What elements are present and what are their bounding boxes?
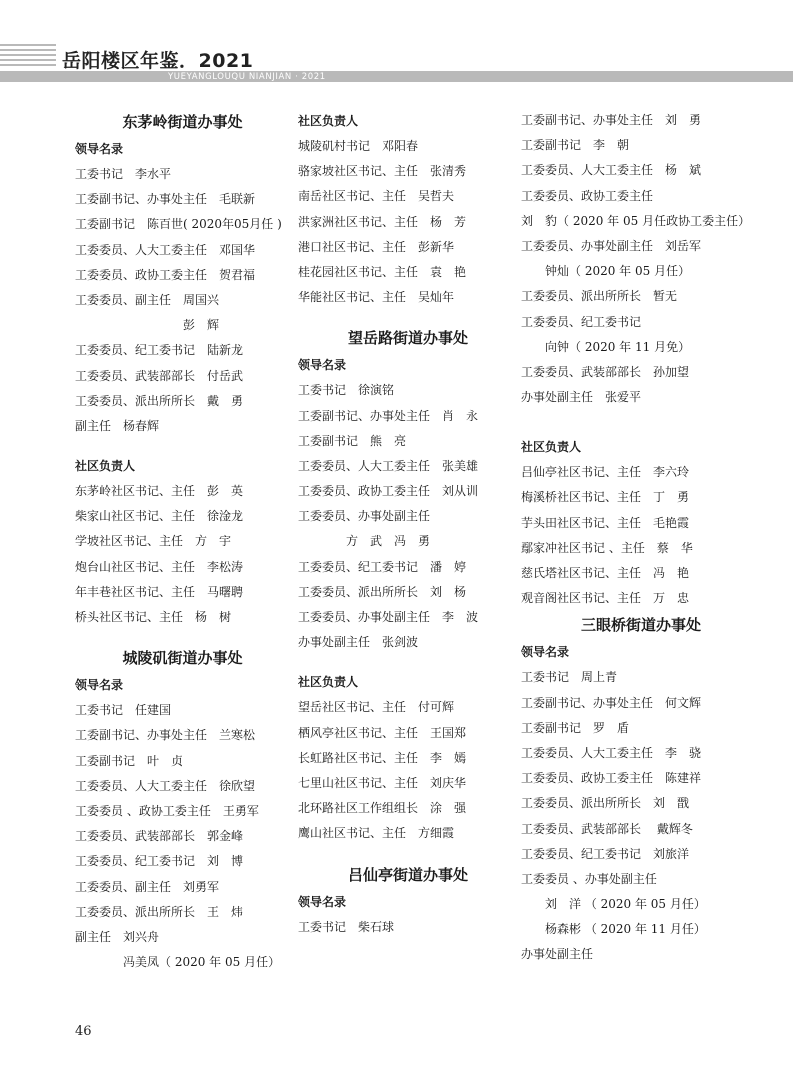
list-item: 工委委员、人大工委主任 邓国华 — [75, 242, 256, 257]
list-item: 工委副书记、办事处主任 何文辉 — [521, 695, 702, 710]
list-item: 工委委员、武装部部长 戴辉冬 — [521, 821, 693, 836]
list-item: 工委委员、派出所所长 王 炜 — [75, 904, 244, 919]
list-item: 工委委员、派出所所长 刘 杨 — [298, 584, 467, 599]
list-item: 工委委员、人大工委主任 杨 斌 — [521, 163, 702, 178]
column-2 — [298, 108, 518, 940]
list-item: 工委委员、派出所所长 刘 戬 — [521, 796, 690, 811]
list-item: 工委书记 李水平 — [75, 167, 172, 181]
subheading-leadership: 领导名录 — [75, 678, 124, 693]
list-item: 工委委员、人大工委主任 李 骁 — [521, 745, 702, 760]
list-item: 工委委员、武装部部长 付岳武 — [75, 368, 244, 383]
section-title-chenglingji: 城陵矶街道办事处 — [122, 649, 243, 668]
list-item: 炮台山社区书记、主任 李松涛 — [75, 559, 244, 574]
yearbook-subtitle: YUEYANGLOUQU NIANJIAN · 2021 — [168, 72, 326, 82]
list-item: 七里山社区书记、主任 刘庆华 — [298, 775, 467, 790]
list-item: 骆家坡社区书记、主任 张清秀 — [298, 164, 467, 179]
list-item: 工委委员、人大工委主任 徐欣望 — [75, 778, 256, 793]
list-item: 梅溪桥社区书记、主任 丁 勇 — [521, 490, 690, 505]
section-title-wangyuelu: 望岳路街道办事处 — [347, 329, 468, 348]
list-item: 工委委员 、办事处副主任 — [521, 871, 657, 886]
list-item: 彭 辉 — [75, 318, 220, 333]
list-item: 工委委员、政协工委主任 陈建祥 — [521, 771, 702, 786]
list-item: 工委委员、武装部部长 郭金峰 — [75, 829, 244, 844]
list-item: 工委副书记 叶 贞 — [75, 753, 184, 768]
community-heads-list — [75, 479, 290, 630]
list-item: 芋头田社区书记、主任 毛艳霞 — [521, 515, 690, 530]
list-item: 工委委员、纪工委书记 潘 婷 — [298, 559, 467, 574]
list-item: 刘 豹（ 2020 年 05 月任政协工委主任） — [521, 213, 751, 228]
subheading-community-heads: 社区负责人 — [75, 459, 136, 474]
list-item: 工委委员、派出所所长 暂无 — [521, 289, 678, 304]
list-item: 工委副书记、办事处主任 毛联新 — [75, 192, 256, 207]
list-item: 年丰巷社区书记、主任 马曙聘 — [75, 584, 244, 599]
list-item: 工委委员、武装部部长 孙加望 — [521, 364, 690, 379]
list-item: 冯美凤（ 2020 年 05 月任） — [75, 955, 281, 970]
section-title-dongmaoling: 东茅岭街道办事处 — [122, 113, 243, 131]
list-item: 桂花园社区书记、主任 袁 艳 — [298, 264, 467, 279]
list-item: 工委副书记、办事处主任 肖 永 — [298, 408, 479, 423]
list-item: 工委副书记、办事处主任 兰寒松 — [75, 728, 256, 743]
list-item: 鹰山社区书记、主任 方细霞 — [298, 826, 455, 841]
list-item: 鄢家冲社区书记 、主任 蔡 华 — [521, 540, 693, 555]
list-item: 工委委员、政协工委主任 贺君福 — [75, 267, 256, 282]
list-item: 工委书记 周上青 — [521, 670, 618, 685]
list-item: 工委委员、纪工委书记 刘 博 — [75, 854, 244, 869]
page-number: 46 — [75, 1024, 92, 1039]
list-item: 工委委员、人大工委主任 张美雄 — [298, 458, 479, 473]
subheading-community-heads: 社区负责人 — [298, 114, 359, 128]
list-item: 方 武 冯 勇 — [298, 534, 431, 549]
list-item: 工委委员、副主任 周国兴 — [75, 292, 220, 307]
subheading-leadership: 领导名录 — [298, 358, 347, 373]
leadership-list — [75, 162, 290, 439]
list-item: 城陵矶村书记 邓阳春 — [298, 139, 419, 153]
list-item: 学坡社区书记、主任 方 宇 — [75, 534, 232, 549]
list-item: 工委委员、纪工委书记 陆新龙 — [75, 343, 244, 358]
list-item: 工委委员、政协工委主任 — [521, 188, 654, 203]
list-item: 北环路社区工作组组长 涂 强 — [298, 801, 467, 816]
list-item: 南岳社区书记、主任 吴哲夫 — [298, 189, 455, 204]
list-item: 港口社区书记、主任 彭新华 — [298, 239, 455, 254]
list-item: 工委书记 徐演铭 — [298, 383, 395, 398]
section-title-lvxianting: 吕仙亭街道办事处 — [347, 865, 468, 884]
subheading-community-heads: 社区负责人 — [298, 675, 359, 690]
list-item: 柴家山社区书记、主任 徐淦龙 — [75, 509, 244, 524]
list-item: 工委副书记 李 朝 — [521, 138, 630, 153]
list-item: 杨森彬 （ 2020 年 11 月任） — [521, 922, 706, 937]
column-1 — [75, 108, 290, 975]
leadership-list-continued — [521, 108, 761, 410]
list-item: 华能社区书记、主任 吴灿年 — [298, 290, 455, 305]
yearbook-title: 岳阳楼区年鉴．2021 — [62, 50, 254, 72]
list-item: 慈氏塔社区书记、主任 冯 艳 — [521, 566, 690, 580]
list-item: 办事处副主任 — [521, 947, 594, 962]
list-item: 工委委员、纪工委书记 刘旅洋 — [521, 846, 690, 861]
list-item: 东茅岭社区书记、主任 彭 英 — [75, 484, 244, 499]
list-item: 工委委员、纪工委书记 — [521, 314, 642, 329]
list-item: 工委委员、办事处副主任 刘岳军 — [521, 238, 702, 253]
list-item: 副主任 杨春辉 — [75, 418, 160, 433]
list-item: 工委委员、副主任 刘勇军 — [75, 879, 220, 894]
list-item: 办事处副主任 张剑波 — [298, 635, 419, 650]
subheading-community-heads: 社区负责人 — [521, 440, 582, 455]
list-item: 洪家洲社区书记、主任 杨 芳 — [298, 214, 467, 229]
leadership-list — [298, 378, 518, 655]
list-item: 向钟（ 2020 年 11 月免） — [521, 339, 691, 354]
list-item: 工委副书记、办事处主任 刘 勇 — [521, 113, 702, 127]
list-item: 工委副书记 罗 盾 — [521, 720, 630, 735]
leadership-list — [521, 665, 761, 967]
leadership-list — [75, 698, 290, 975]
list-item: 吕仙亭社区书记、主任 李六玲 — [521, 465, 690, 480]
list-item: 望岳社区书记、主任 付可辉 — [298, 700, 455, 715]
column-3 — [521, 108, 761, 968]
list-item: 钟灿（ 2020 年 05 月任） — [521, 264, 691, 279]
list-item: 刘 洋 （ 2020 年 05 月任） — [521, 897, 706, 912]
list-item: 栖风亭社区书记、主任 王国郑 — [298, 725, 467, 740]
list-item: 工委副书记 熊 亮 — [298, 433, 407, 448]
subheading-leadership: 领导名录 — [75, 142, 124, 156]
community-heads-list — [298, 695, 518, 846]
list-item: 办事处副主任 张爱平 — [521, 390, 642, 405]
list-item: 工委委员、办事处副主任 李 波 — [298, 610, 479, 624]
list-item: 工委委员 、政协工委主任 王勇军 — [75, 803, 259, 818]
community-heads-list — [521, 460, 761, 611]
subheading-leadership: 领导名录 — [521, 645, 570, 660]
list-item: 工委副书记 陈百世( 2020年05月任 ) — [75, 217, 282, 232]
list-item: 工委书记 柴石球 — [298, 919, 395, 934]
list-item: 桥头社区书记、主任 杨 树 — [75, 610, 232, 624]
subheading-leadership: 领导名录 — [298, 894, 347, 909]
list-item: 工委委员、派出所所长 戴 勇 — [75, 393, 244, 408]
list-item: 工委委员、办事处副主任 — [298, 509, 431, 524]
list-item: 工委委员、政协工委主任 刘从训 — [298, 484, 479, 499]
list-item: 副主任 刘兴舟 — [75, 929, 160, 944]
community-heads-list — [298, 134, 518, 310]
list-item: 长虹路社区书记、主任 李 嫣 — [298, 750, 467, 765]
leadership-list — [298, 915, 518, 940]
list-item: 观音阁社区书记、主任 万 忠 — [521, 591, 690, 606]
section-title-sanyanqiao: 三眼桥街道办事处 — [580, 616, 701, 635]
list-item: 工委书记 任建国 — [75, 703, 172, 718]
